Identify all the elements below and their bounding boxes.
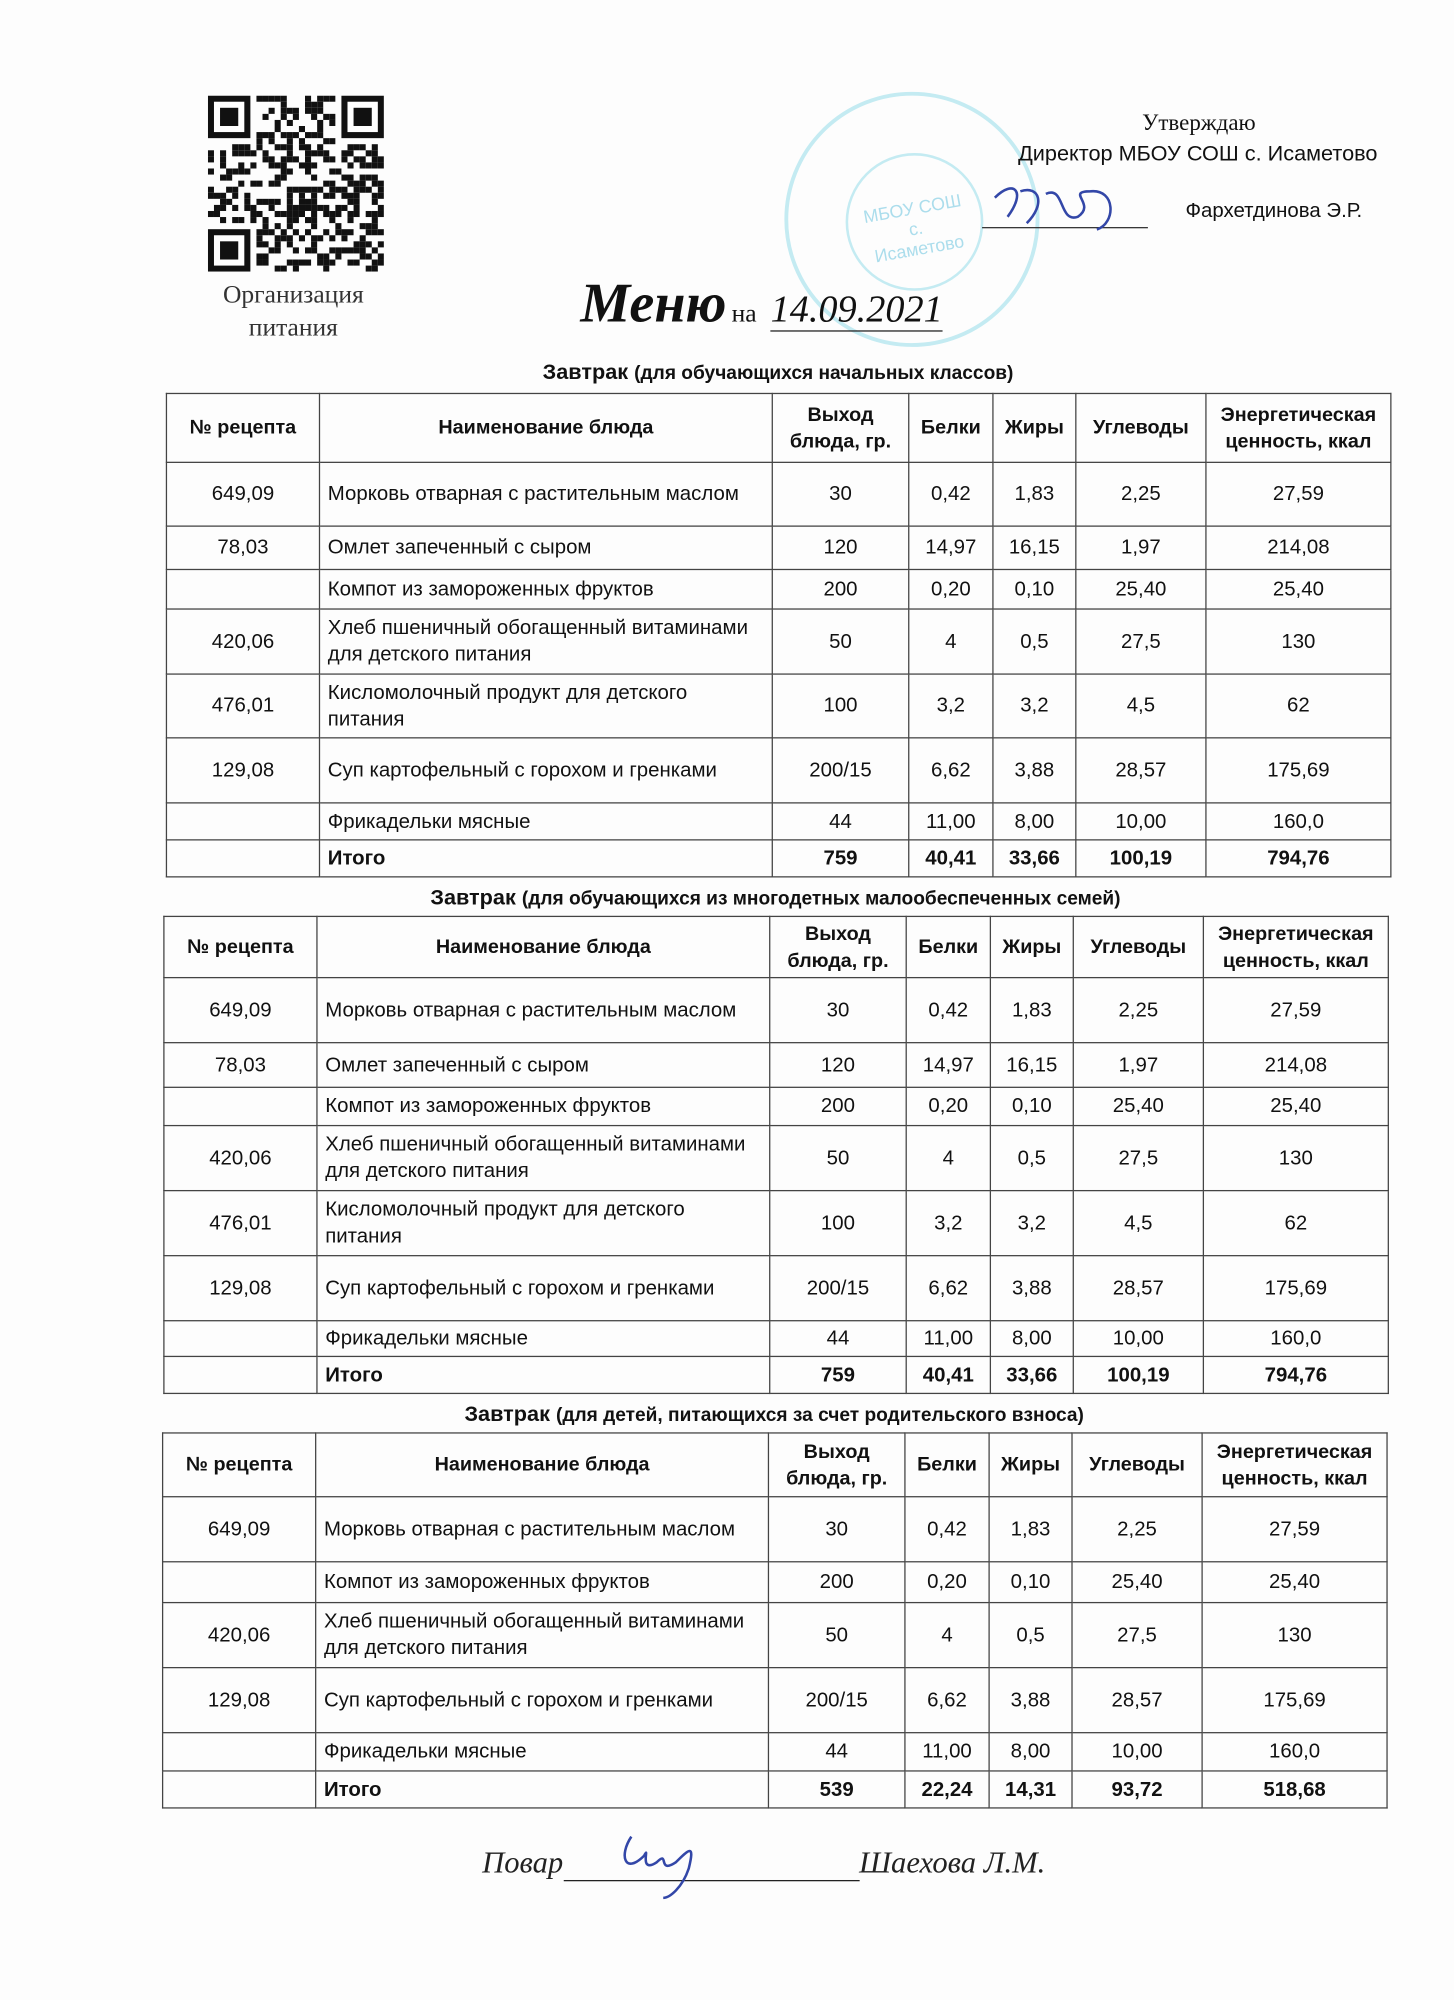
director-name: Фархетдинова Э.Р.	[1185, 200, 1363, 222]
total-cell: 759	[770, 1356, 906, 1393]
table-row	[163, 1668, 1387, 1733]
table-cell: 175,69	[1203, 1256, 1388, 1321]
table-cell: 11,00	[909, 803, 993, 840]
table-cell	[163, 1733, 316, 1771]
table-cell: 28,57	[1073, 1256, 1203, 1321]
table-row	[163, 1603, 1387, 1668]
table-cell: 4	[906, 1126, 990, 1191]
cook-label: Повар	[482, 1846, 564, 1880]
table-cell: 200	[770, 1087, 906, 1125]
column-header: Выход блюда, гр.	[770, 916, 906, 977]
table-cell: 3,2	[909, 674, 993, 738]
table-cell	[166, 569, 319, 609]
total-cell: 759	[772, 840, 908, 877]
table-cell: 8,00	[989, 1733, 1072, 1771]
column-header: № рецепта	[164, 916, 317, 977]
column-header: Углеводы	[1073, 916, 1203, 977]
table-cell: 4	[905, 1603, 989, 1668]
table-cell: 78,03	[166, 526, 319, 569]
table-header-row	[163, 1433, 1387, 1497]
total-cell: 33,66	[990, 1356, 1073, 1393]
table-cell: 0,5	[989, 1603, 1072, 1668]
table-cell: 44	[768, 1733, 904, 1771]
table-cell: 130	[1206, 609, 1391, 674]
total-cell: 40,41	[906, 1356, 990, 1393]
table-cell: 3,2	[906, 1191, 990, 1256]
director-title: Директор МБОУ СОШ с. Исаметово	[1018, 141, 1378, 166]
table-header-row	[166, 393, 1390, 462]
table-cell: 200/15	[768, 1668, 904, 1733]
table-cell: 0,42	[905, 1497, 989, 1562]
table-cell: 160,0	[1206, 803, 1391, 840]
table-cell: Суп картофельный с горохом и гренками	[317, 1256, 770, 1321]
table-cell: 50	[770, 1126, 906, 1191]
column-header: Энергетическая ценность, ккал	[1202, 1433, 1387, 1497]
table-cell: 0,10	[993, 569, 1076, 609]
table-cell: 11,00	[906, 1321, 990, 1357]
total-cell: 100,19	[1076, 840, 1206, 877]
table-cell: 25,40	[1073, 1087, 1203, 1125]
column-header: Углеводы	[1076, 393, 1206, 462]
table-cell: 129,08	[166, 738, 319, 803]
table-cell: 14,97	[906, 1043, 990, 1088]
table-cell: 120	[772, 526, 908, 569]
total-cell: 33,66	[993, 840, 1076, 877]
table-cell: 25,40	[1202, 1562, 1387, 1603]
table-cell: 30	[772, 462, 908, 526]
table-cell: 476,01	[164, 1191, 317, 1256]
table-cell: 0,42	[909, 462, 993, 526]
table-row	[164, 1043, 1388, 1088]
table-cell: 214,08	[1203, 1043, 1388, 1088]
table-cell: Фрикадельки мясные	[317, 1321, 770, 1357]
total-cell: Итого	[319, 840, 772, 877]
table-cell: 8,00	[993, 803, 1076, 840]
table-cell: 649,09	[163, 1497, 316, 1562]
table-cell: 16,15	[990, 1043, 1073, 1088]
table-cell: 3,2	[993, 674, 1076, 738]
total-row	[166, 840, 1390, 877]
total-cell: 794,76	[1206, 840, 1391, 877]
section-title: Завтрак (для обучающихся из многодетных малообеспеченных семей)	[430, 885, 1121, 910]
table-row	[163, 1562, 1387, 1603]
table-cell: 50	[772, 609, 908, 674]
table-cell: 160,0	[1202, 1733, 1387, 1771]
table-cell: 1,97	[1073, 1043, 1203, 1088]
table-cell: 0,42	[906, 978, 990, 1043]
table-cell: 44	[772, 803, 908, 840]
table-cell: 129,08	[163, 1668, 316, 1733]
table-cell: 2,25	[1076, 462, 1206, 526]
official-stamp: МБОУ СОШ с. Исаметово	[784, 92, 1039, 347]
total-cell	[163, 1771, 316, 1808]
table-cell: 27,59	[1206, 462, 1391, 526]
cook-name: Шаехова Л.М.	[859, 1846, 1046, 1880]
table-row	[166, 569, 1390, 609]
table-cell: Суп картофельный с горохом и гренками	[316, 1668, 769, 1733]
table-cell: 0,5	[993, 609, 1076, 674]
table-cell: 30	[770, 978, 906, 1043]
table-cell: 62	[1206, 674, 1391, 738]
table-cell: Омлет запеченный с сыром	[317, 1043, 770, 1088]
table-cell: 0,10	[989, 1562, 1072, 1603]
table-cell: 200	[772, 569, 908, 609]
table-row	[163, 1497, 1387, 1562]
menu-table	[162, 1432, 1388, 1808]
table-cell: 214,08	[1206, 526, 1391, 569]
table-cell	[166, 803, 319, 840]
table-cell: 0,5	[990, 1126, 1073, 1191]
table-cell: Фрикадельки мясные	[319, 803, 772, 840]
table-cell: 200	[768, 1562, 904, 1603]
table-cell	[164, 1321, 317, 1357]
table-row	[164, 1191, 1388, 1256]
table-cell: 1,97	[1076, 526, 1206, 569]
column-header: Жиры	[993, 393, 1076, 462]
table-cell: 27,5	[1072, 1603, 1202, 1668]
menu-table	[163, 916, 1389, 1394]
total-cell	[166, 840, 319, 877]
total-cell: Итого	[317, 1356, 770, 1393]
table-cell: 420,06	[164, 1126, 317, 1191]
table-cell: 6,62	[905, 1668, 989, 1733]
organization-label: Организация питания	[223, 280, 364, 342]
table-row	[166, 803, 1390, 840]
table-cell: 25,40	[1203, 1087, 1388, 1125]
table-cell: 3,2	[990, 1191, 1073, 1256]
table-cell: 28,57	[1072, 1668, 1202, 1733]
column-header: Энергетическая ценность, ккал	[1203, 916, 1388, 977]
column-header: Белки	[909, 393, 993, 462]
column-header: Жиры	[989, 1433, 1072, 1497]
cook-signature-block	[482, 1847, 1045, 1881]
table-cell: 27,59	[1202, 1497, 1387, 1562]
table-row	[166, 609, 1390, 674]
table-row	[163, 1733, 1387, 1771]
total-cell: 22,24	[905, 1771, 989, 1808]
table-cell: 200/15	[772, 738, 908, 803]
column-header: Выход блюда, гр.	[768, 1433, 904, 1497]
column-header: Углеводы	[1072, 1433, 1202, 1497]
page-title: Меню на 14.09.2021	[580, 271, 943, 335]
table-cell	[164, 1087, 317, 1125]
table-cell: Компот из замороженных фруктов	[316, 1562, 769, 1603]
table-cell: 129,08	[164, 1256, 317, 1321]
table-cell: Суп картофельный с горохом и гренками	[319, 738, 772, 803]
table-cell: Морковь отварная с растительным маслом	[319, 462, 772, 526]
table-row	[164, 1087, 1388, 1125]
qr-code-icon	[208, 96, 384, 272]
column-header: № рецепта	[166, 393, 319, 462]
table-cell: 2,25	[1073, 978, 1203, 1043]
table-cell: 1,83	[990, 978, 1073, 1043]
table-row	[166, 526, 1390, 569]
table-cell: 14,97	[909, 526, 993, 569]
total-row	[164, 1356, 1388, 1393]
total-cell: 794,76	[1203, 1356, 1388, 1393]
table-cell: 30	[768, 1497, 904, 1562]
table-cell: 10,00	[1072, 1733, 1202, 1771]
total-row	[163, 1771, 1387, 1808]
table-cell: 649,09	[164, 978, 317, 1043]
total-cell: 14,31	[989, 1771, 1072, 1808]
table-cell: 0,20	[905, 1562, 989, 1603]
table-cell: 16,15	[993, 526, 1076, 569]
table-cell: Кисломолочный продукт для детского питания	[317, 1191, 770, 1256]
table-cell: 649,09	[166, 462, 319, 526]
total-cell: 518,68	[1202, 1771, 1387, 1808]
table-row	[164, 1256, 1388, 1321]
table-header-row	[164, 916, 1388, 977]
table-cell: 130	[1203, 1126, 1388, 1191]
table-cell: 420,06	[163, 1603, 316, 1668]
table-cell: 120	[770, 1043, 906, 1088]
table-cell: Омлет запеченный с сыром	[319, 526, 772, 569]
column-header: Жиры	[990, 916, 1073, 977]
table-cell	[163, 1562, 316, 1603]
table-row	[166, 738, 1390, 803]
table-cell: 25,40	[1206, 569, 1391, 609]
table-row	[166, 674, 1390, 738]
table-cell: 1,83	[989, 1497, 1072, 1562]
table-cell: 62	[1203, 1191, 1388, 1256]
total-cell	[164, 1356, 317, 1393]
total-cell: 100,19	[1073, 1356, 1203, 1393]
total-cell: Итого	[316, 1771, 769, 1808]
table-cell: 8,00	[990, 1321, 1073, 1357]
table-row	[164, 1321, 1388, 1357]
table-cell: 25,40	[1072, 1562, 1202, 1603]
column-header: Энергетическая ценность, ккал	[1206, 393, 1391, 462]
column-header: Белки	[905, 1433, 989, 1497]
table-cell: 420,06	[166, 609, 319, 674]
table-cell: 44	[770, 1321, 906, 1357]
section-title: Завтрак (для детей, питающихся за счет родительского взноса)	[464, 1401, 1084, 1426]
table-cell: 27,59	[1203, 978, 1388, 1043]
total-cell: 539	[768, 1771, 904, 1808]
table-cell: Компот из замороженных фруктов	[319, 569, 772, 609]
table-cell: 0,10	[990, 1087, 1073, 1125]
table-cell: 175,69	[1206, 738, 1391, 803]
table-cell: 27,5	[1073, 1126, 1203, 1191]
cook-signature-icon	[612, 1824, 727, 1901]
column-header: Белки	[906, 916, 990, 977]
table-cell: Морковь отварная с растительным маслом	[316, 1497, 769, 1562]
table-cell: 200/15	[770, 1256, 906, 1321]
table-cell: Кисломолочный продукт для детского питания	[319, 674, 772, 738]
column-header: № рецепта	[163, 1433, 316, 1497]
section-title: Завтрак (для обучающихся начальных классов)	[542, 359, 1014, 384]
table-cell: 28,57	[1076, 738, 1206, 803]
table-cell: Хлеб пшеничный обогащенный витаминами для детского питания	[317, 1126, 770, 1191]
menu-date: 14.09.2021	[770, 288, 943, 331]
table-row	[166, 462, 1390, 526]
total-cell: 40,41	[909, 840, 993, 877]
table-cell: Хлеб пшеничный обогащенный витаминами для детского питания	[316, 1603, 769, 1668]
table-cell: 0,20	[909, 569, 993, 609]
table-cell: 11,00	[905, 1733, 989, 1771]
table-cell: 10,00	[1073, 1321, 1203, 1357]
table-cell: Компот из замороженных фруктов	[317, 1087, 770, 1125]
table-cell: 78,03	[164, 1043, 317, 1088]
table-cell: 6,62	[909, 738, 993, 803]
table-cell: 100	[772, 674, 908, 738]
table-cell: Морковь отварная с растительным маслом	[317, 978, 770, 1043]
table-cell: 4	[909, 609, 993, 674]
table-cell: Хлеб пшеничный обогащенный витаминами для детского питания	[319, 609, 772, 674]
table-cell: 175,69	[1202, 1668, 1387, 1733]
table-cell: 2,25	[1072, 1497, 1202, 1562]
total-cell: 93,72	[1072, 1771, 1202, 1808]
column-header: Выход блюда, гр.	[772, 393, 908, 462]
table-cell: 27,5	[1076, 609, 1206, 674]
table-cell: 4,5	[1076, 674, 1206, 738]
table-cell: 0,20	[906, 1087, 990, 1125]
table-row	[164, 1126, 1388, 1191]
table-cell: 476,01	[166, 674, 319, 738]
table-row	[164, 978, 1388, 1043]
table-cell: 100	[770, 1191, 906, 1256]
table-cell: 3,88	[993, 738, 1076, 803]
table-cell: 50	[768, 1603, 904, 1668]
table-cell: 160,0	[1203, 1321, 1388, 1357]
column-header: Наименование блюда	[316, 1433, 769, 1497]
table-cell: Фрикадельки мясные	[316, 1733, 769, 1771]
table-cell: 3,88	[990, 1256, 1073, 1321]
table-cell: 130	[1202, 1603, 1387, 1668]
column-header: Наименование блюда	[317, 916, 770, 977]
table-cell: 1,83	[993, 462, 1076, 526]
table-cell: 10,00	[1076, 803, 1206, 840]
table-cell: 3,88	[989, 1668, 1072, 1733]
table-cell: 4,5	[1073, 1191, 1203, 1256]
approve-label: Утверждаю	[1142, 109, 1256, 136]
director-signature-icon	[988, 179, 1128, 243]
table-cell: 6,62	[906, 1256, 990, 1321]
menu-table	[166, 393, 1392, 878]
table-cell: 25,40	[1076, 569, 1206, 609]
column-header: Наименование блюда	[319, 393, 772, 462]
